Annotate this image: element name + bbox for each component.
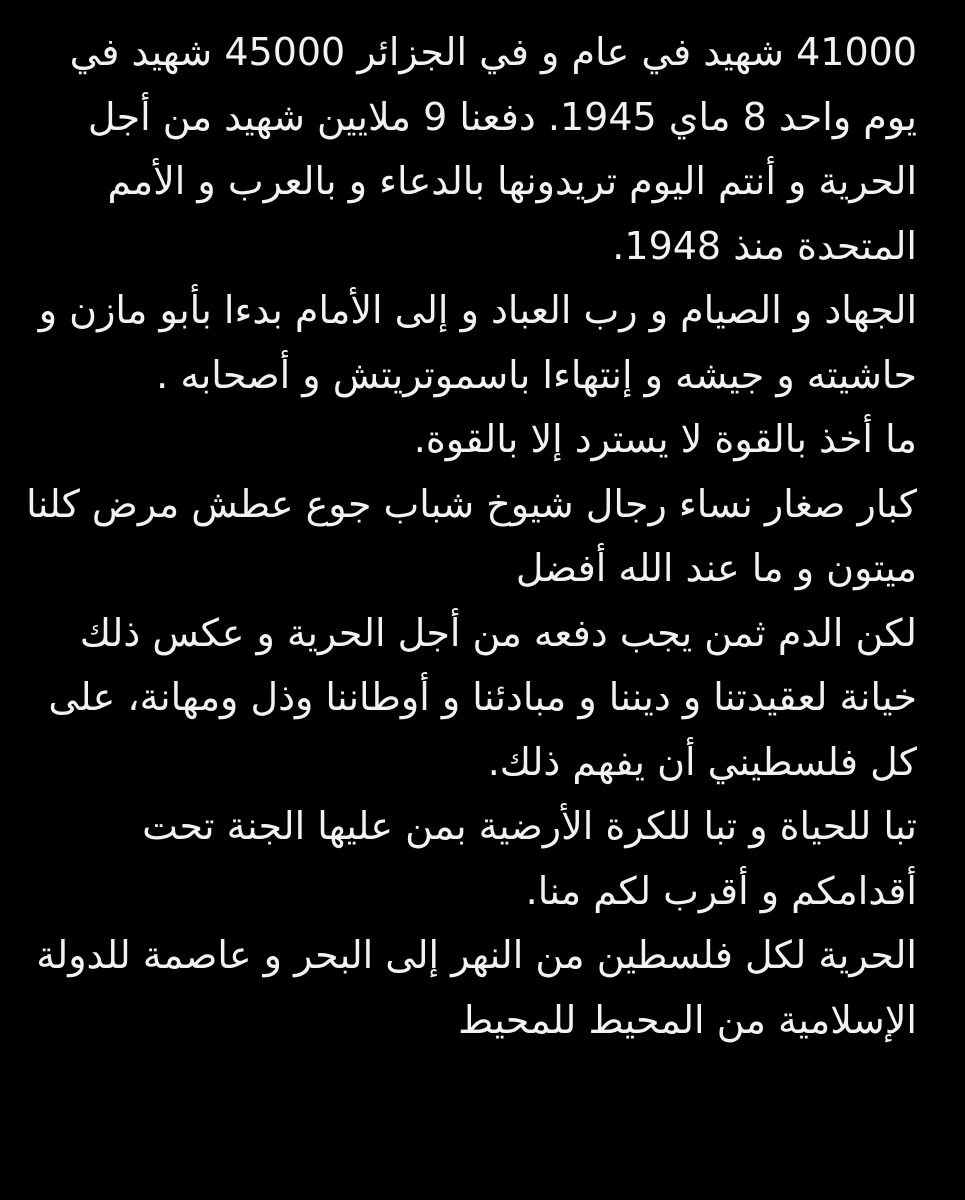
paragraph-martyrs: 41000 شهيد في عام و في الجزائر 45000 شهيد في يوم واحد 8 ماي 1945. دفعنا 9 ملايين شهيد من أجل الحرية و أنتم اليوم تريدونها بالدعاء و بالعرب و الأمم المتحدة منذ 1948. <box>69 30 917 268</box>
paragraph-paradise: تبا للحياة و تبا للكرة الأرضية بمن عليها الجنة تحت أقدامكم و أقرب لكم منا. <box>142 804 917 913</box>
paragraph-all-people: كبار صغار نساء رجال شيوخ شباب جوع عطش مرض كلنا ميتون و ما عند الله أفضل <box>26 481 917 590</box>
paragraph-freedom: الحرية لكل فلسطين من النهر إلى البحر و عاصمة للدولة الإسلامية من المحيط للمحيط <box>36 933 917 1042</box>
paragraph-force: ما أخذ بالقوة لا يسترد إلا بالقوة. <box>413 417 917 461</box>
paragraph-jihad: الجهاد و الصيام و رب العباد و إلى الأمام بدءا بأبو مازن و حاشيته و جيشه و إنتهاءا باسموتريتش و أصحابه . <box>38 288 917 397</box>
paragraph-blood-price: لكن الدم ثمن يجب دفعه من أجل الحرية و عكس ذلك خيانة لعقيدتنا و ديننا و مبادئنا و أوطاننا وذل ومهانة، على كل فلسطيني أن يفهم ذلك. <box>48 610 917 784</box>
note-text-body <box>7 20 917 1052</box>
